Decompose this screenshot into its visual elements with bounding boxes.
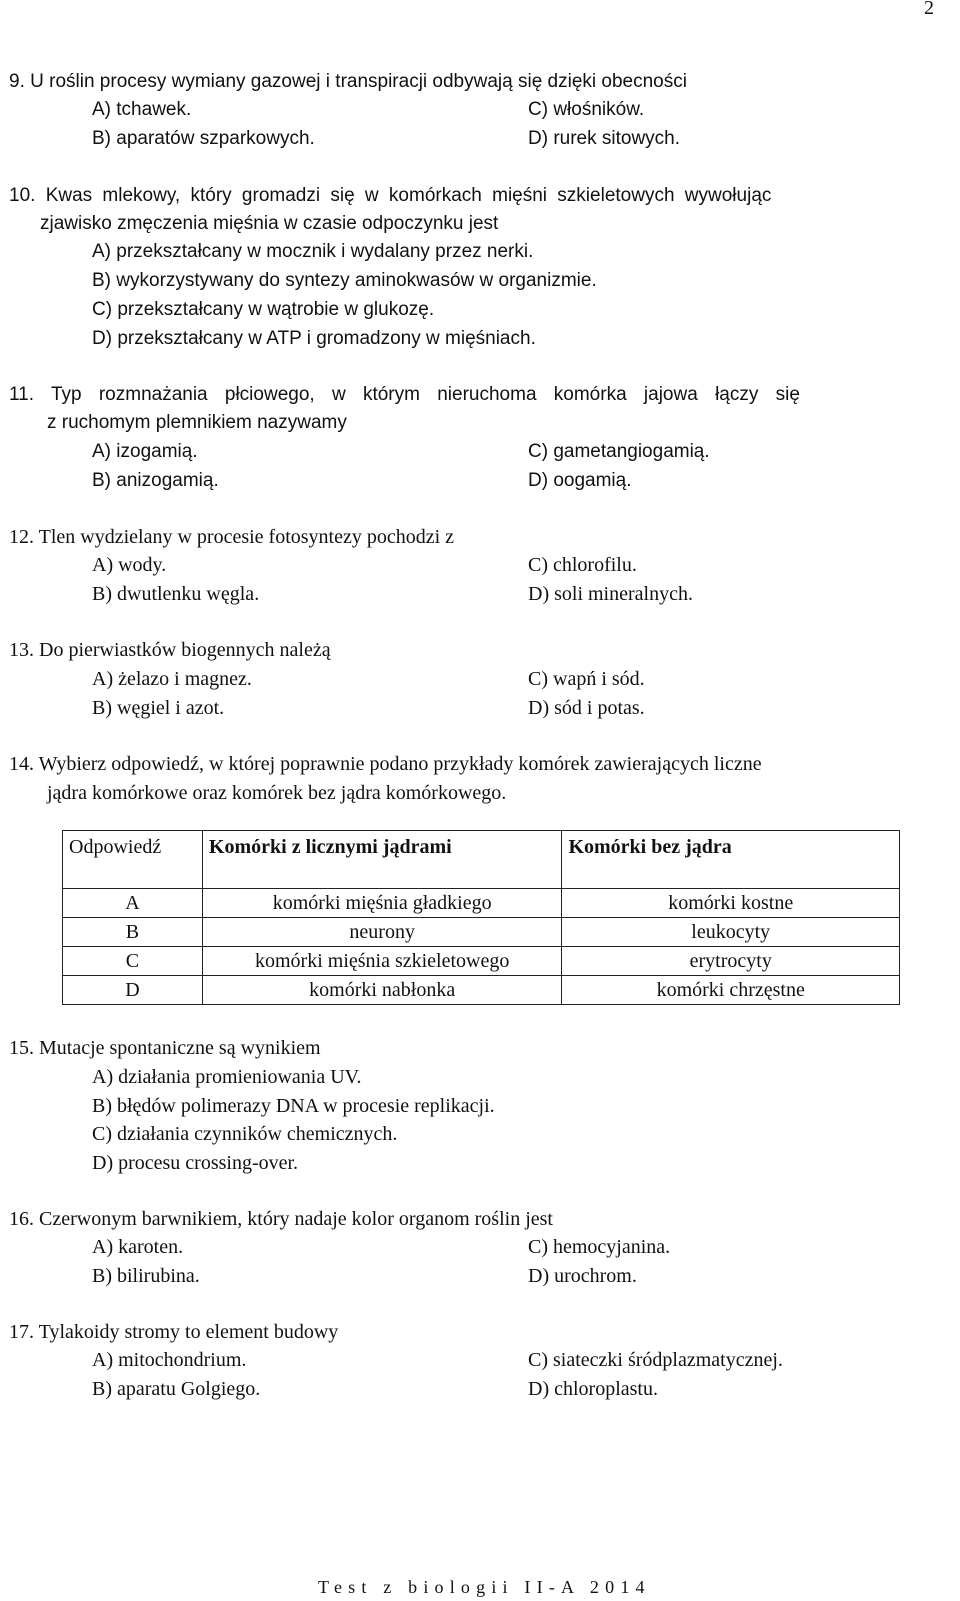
question-10-stem-line2: zjawisko zmęczenia mięśnia w czasie odpoczynku jest <box>40 213 499 234</box>
q11-option-d: D) oogamią. <box>528 470 632 491</box>
table-cell-letter: A <box>63 889 203 918</box>
table-row <box>63 889 900 918</box>
question-9-stem: 9. U roślin procesy wymiany gazowej i transpiracji odbywają się dzięki obecności <box>9 71 687 92</box>
question-12-stem: 12. Tlen wydzielany w procesie fotosyntezy pochodzi z <box>9 526 455 548</box>
table-header-anucleate: Komórki bez jądra <box>562 831 900 889</box>
q16-option-c: C) hemocyjanina. <box>528 1236 671 1258</box>
q17-option-d: D) chloroplastu. <box>528 1378 658 1400</box>
table-header-multinucleate: Komórki z licznymi jądrami <box>202 831 562 889</box>
table-row <box>63 947 900 976</box>
table-row <box>63 918 900 947</box>
question-11-stem-line2: z ruchomym plemnikiem nazywamy <box>47 412 347 433</box>
q17-option-c: C) siateczki śródplazmatycznej. <box>528 1349 783 1371</box>
table-cell-letter: D <box>63 976 203 1005</box>
q17-option-b: B) aparatu Golgiego. <box>92 1378 261 1400</box>
table-row <box>63 976 900 1005</box>
q17-option-a: A) mitochondrium. <box>92 1349 247 1371</box>
question-16-stem: 16. Czerwonym barwnikiem, który nadaje kolor organom roślin jest <box>9 1208 553 1230</box>
q16-option-d: D) urochrom. <box>528 1265 637 1287</box>
q12-option-c: C) chlorofilu. <box>528 554 637 576</box>
q9-option-d: D) rurek sitowych. <box>528 128 681 149</box>
q9-option-b: B) aparatów szparkowych. <box>92 128 315 149</box>
question-17-stem: 17. Tylakoidy stromy to element budowy <box>9 1321 339 1343</box>
q10-option-c: C) przekształcany w wątrobie w glukozę. <box>92 299 435 320</box>
q10-option-b: B) wykorzystywany do syntezy aminokwasów w organizmie. <box>92 270 597 291</box>
table-cell-anucleate: komórki chrzęstne <box>562 976 900 1005</box>
table-cell-multinucleate: komórki mięśnia szkieletowego <box>202 947 562 976</box>
table-cell-letter: B <box>63 918 203 947</box>
question-14-stem-line2: jądra komórkowe oraz komórek bez jądra komórkowego. <box>47 782 507 804</box>
q11-option-c: C) gametangiogamią. <box>528 441 710 462</box>
question-13-stem: 13. Do pierwiastków biogennych należą <box>9 639 331 661</box>
q10-option-a: A) przekształcany w mocznik i wydalany przez nerki. <box>92 241 534 262</box>
table-cell-multinucleate: neurony <box>202 918 562 947</box>
page-number: 2 <box>924 0 934 19</box>
table-cell-letter: C <box>63 947 203 976</box>
q15-option-a: A) działania promieniowania UV. <box>92 1066 362 1088</box>
q13-option-a: A) żelazo i magnez. <box>92 668 252 690</box>
table-header-answer: Odpowiedź <box>63 831 203 889</box>
table-header-row <box>63 831 900 889</box>
q16-option-a: A) karoten. <box>92 1236 184 1258</box>
q9-option-c: C) włośników. <box>528 99 645 120</box>
q13-option-c: C) wapń i sód. <box>528 668 645 690</box>
table-cell-multinucleate: komórki nabłonka <box>202 976 562 1005</box>
q15-option-d: D) procesu crossing-over. <box>92 1152 299 1174</box>
question-10-stem-line1: 10. Kwas mlekowy, który gromadzi się w komórkach mięśni szkieletowych wywołując <box>9 185 772 206</box>
q11-option-b: B) anizogamią. <box>92 470 219 491</box>
q13-option-d: D) sód i potas. <box>528 697 645 719</box>
question-11-stem-line1: 11. Typ rozmnażania płciowego, w którym nieruchoma komórka jajowa łączy się <box>9 384 800 405</box>
table-cell-anucleate: erytrocyty <box>562 947 900 976</box>
answers-table <box>62 830 900 1005</box>
question-15-stem: 15. Mutacje spontaniczne są wynikiem <box>9 1037 321 1059</box>
q12-option-a: A) wody. <box>92 554 167 576</box>
question-14-stem-line1: 14. Wybierz odpowiedź, w której poprawnie podano przykłady komórek zawierających liczne <box>9 753 762 775</box>
q12-option-b: B) dwutlenku węgla. <box>92 583 260 605</box>
q11-option-a: A) izogamią. <box>92 441 198 462</box>
table-cell-multinucleate: komórki mięśnia gładkiego <box>202 889 562 918</box>
footer-test-title: Test z biologii II-A 2014 <box>318 1577 651 1597</box>
table-cell-anucleate: leukocyty <box>562 918 900 947</box>
q9-option-a: A) tchawek. <box>92 99 192 120</box>
table-cell-anucleate: komórki kostne <box>562 889 900 918</box>
q15-option-c: C) działania czynników chemicznych. <box>92 1123 398 1145</box>
q15-option-b: B) błędów polimerazy DNA w procesie replikacji. <box>92 1095 495 1117</box>
q10-option-d: D) przekształcany w ATP i gromadzony w mięśniach. <box>92 328 536 349</box>
q13-option-b: B) węgiel i azot. <box>92 697 225 719</box>
footer-divider <box>0 1573 960 1574</box>
q12-option-d: D) soli mineralnych. <box>528 583 693 605</box>
q16-option-b: B) bilirubina. <box>92 1265 200 1287</box>
